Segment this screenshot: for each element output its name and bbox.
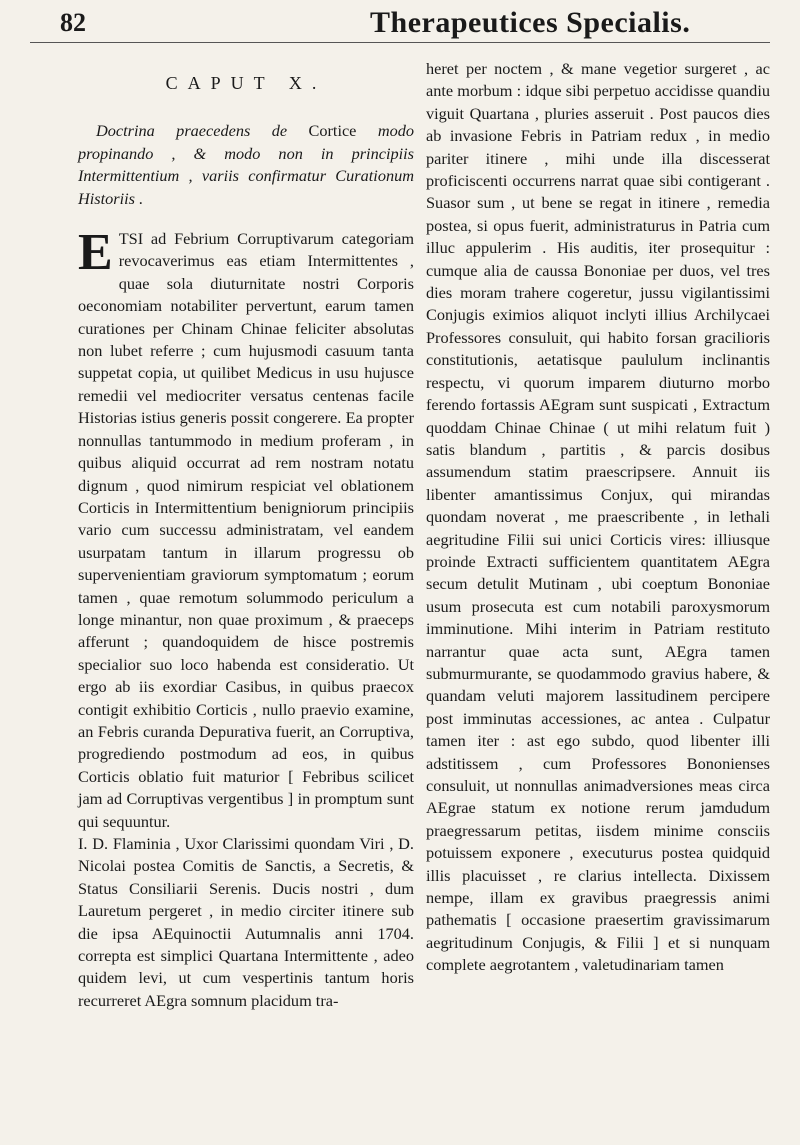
right-column	[426, 58, 770, 977]
left-column	[78, 58, 414, 1012]
chapter-summary	[78, 120, 414, 210]
summary-cortice: Cortice	[287, 121, 378, 141]
paragraph-intro	[78, 224, 414, 833]
chapter-heading: CAPUT X.	[165, 73, 327, 93]
summary-part-1: Doctrina praecedens de	[96, 121, 288, 141]
paragraph-case-1: I. D. Flaminia , Uxor Clarissimi quondam Viri , D. Nicolai postea Comitis de Sanctis, a Secretis, & Status Consiliarii Serenis. Ducis nostri , dum Lauretum pergeret , in medio circiter itinere sub die ipsa AEquinoctii Autumnalis anni 1704. correpta est simplici Quartana Intermittente , adeo quidem levi, ut cum vespertinis tantum horis recurreret AEgra somnum placidum tra-	[78, 834, 414, 1010]
page-number: 82	[60, 8, 86, 37]
running-title: Therapeutices Specialis.	[370, 6, 691, 39]
paragraph-intro-text: TSI ad Febrium Corruptivarum categoriam revocaverimus eas etiam Intermittentes , quae sola diuturnitate nostri Corporis oeconomiam notabiliter pervertunt, earum tamen curationes per Chinam Chinae feliciter absolutas non lubet referre ; cum hujusmodi casuum tanta suppetat copia, ut quilibet Medicus in usu hujusce remedii vel mediocriter versatus centenas facile Historias istius generis possit congerere. Ea propter nonnullas tantummodo in medium proferam , in quibus aliquid occurrat ad rem nostram notatu dignum , quod nimirum respiciat vel oblationem Corticis in Intermittentium benigniorum principiis vario cum successu administratam, vel eandem usurpatam tantum in illarum progressu ob supervenientiam graviorum symptomatum ; eorum tamen , quae remotum solummodo periculum a longe minantur, non quae proximum , & praeceps afferunt ; quandoquidem de hisce postremis specialior suo loco habenda est consideratio. Ut ergo ab iis exordiar Casibus, in quibus praecox contigit exhibitio Corticis , nullo praevio examine, an Febris curanda Depurativa fuerit, an Corruptiva, progrediendo postmodum ad eos, in quibus Corticis oblatio fuit maturior [ Febribus scilicet jam ad Corruptivas vergentibus ] in promptum sunt qui sequuntur.	[78, 229, 414, 831]
drop-capital: E	[78, 224, 113, 282]
summary-part-2: modo propinando , & modo non in principiis Intermittentium , variis confirmatur Curationum Historiis .	[78, 121, 414, 208]
paragraph-continuation: heret per noctem , & mane vegetior surgeret , ac ante morbum : idque sibi perpetuo accidisse quandiu viguit Quartana , pluries asseruit . Post paucos dies ab invasione Febris in Patriam redux , in medio pariter itinere , mihi unde illa discesserat proficiscenti occurrens narrat quae sibi contigerant . Suasor sum , ut bene se regat in itinere , remedia postea, si opus fuerit, administraturus in Patria cum illuc appulerim . His auditis, iter prosequitur : cumque alia de caussa Bononiae per duos, vel tres dies moram trahere cogeretur, jussu vigilantissimi Conjugis eximios aliquot inclyti illius Archilycaei Professores consuluit, qui habito forsan gracilioris constitutionis, aetatisque paululum inclinantis respectu, vi quorum imparem diuturno morbo ferendo fortassis AEgram sunt suspicati , Extractum quoddam Chinae Chinae ( ut mihi relatum fuit ) satis blandum , partitis , & parcis dosibus assumendum statim praescripsere. Annuit iis libenter amantissimus Conjux, qui mirandas quondam noverat , me praescribente , in lethali aegritudine Filii sui unici Corticis vires: illiusque proinde Extracti sufficientem quantitatem AEgra secum detulit Mutinam , ubi coeptum Bononiae usum prosecuta est cum notabili paroxysmorum imminutione. Mihi interim in Patriam restituto narrantur quae acta sunt, AEgra tamen submurmurante, se quodammodo gravius habere, & quandam veluti majorem lassitudinem percipere post imminutas accessiones, ac antea . Culpatur tamen iter : ast ego subdo, quod libenter illi adstitissem , cum Professores Bononienses consuluit, ut nonnullas animadversiones meas circa AEgrae statum ex notione rerum jamdudum praegressarum petitas, iisdem minime consciis potuissem exponere , executurus postea quidquid illis placuisset , re clarius intellecta. Dixissem nempe, illam ex gravibus praegressis animi pathematis [ occasione praesertim gravissimarum aegritudinum Conjugis, & Filii ] et si nunquam complete aegrotantem , valetudinariam tamen	[426, 59, 770, 975]
page-header	[60, 6, 691, 46]
header-rule	[30, 42, 770, 43]
